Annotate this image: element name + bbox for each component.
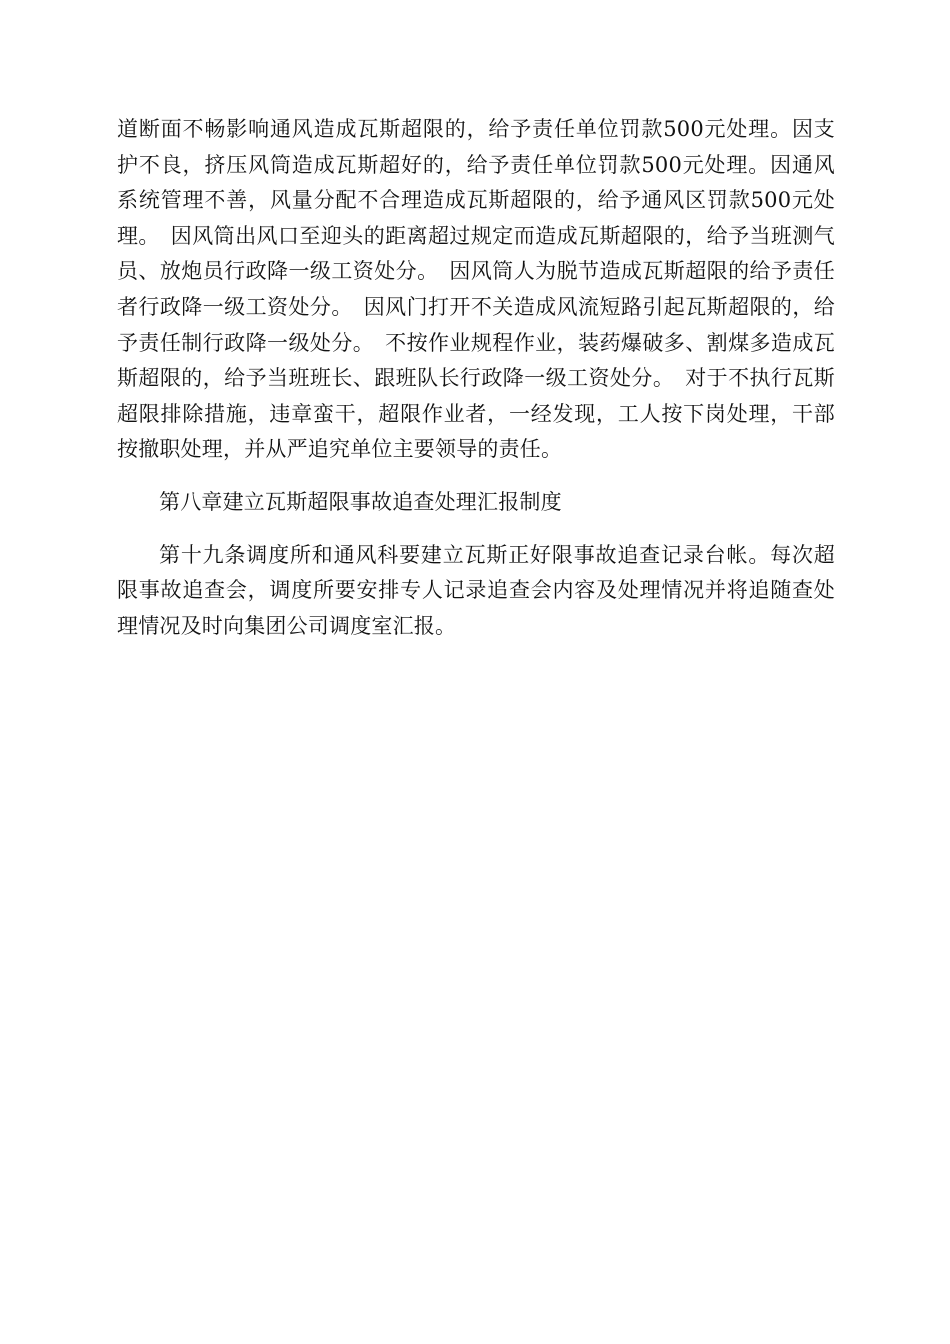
- paragraph-penalties: 道断面不畅影响通风造成瓦斯超限的，给予责任单位罚款500元处理。因支护不良，挤压风筒造成瓦斯超好的，给予责任单位罚款500元处理。因通风系统管理不善，风量分配不合理造成瓦斯超限的，给予通风区罚款500元处理。 因风筒出风口至迎头的距离超过规定而造成瓦斯超限的，给予当班测气员、放炮员行政降一级工资处分。 因风筒人为脱节造成瓦斯超限的给予责任者行政降一级工资处分。 因风门打开不关造成风流短路引起瓦斯超限的，给予责任制行政降一级处分。 不按作业规程作业，装药爆破多、割煤多造成瓦斯超限的，给予当班班长、跟班队长行政降一级工资处分。 对于不执行瓦斯超限排除措施，违章蛮干，超限作业者，一经发现，工人按下岗处理，干部按撤职处理，并从严追究单位主要领导的责任。: [117, 117, 835, 462]
- paragraph-article-19: 第十九条调度所和通风科要建立瓦斯正好限事故追查记录台帐。每次超限事故追查会，调度所要安排专人记录追查会内容及处理情况并将追随查处理情况及时向集团公司调度室汇报。: [117, 542, 835, 638]
- chapter-heading: 第八章建立瓦斯超限事故追查处理汇报制度: [159, 489, 562, 514]
- document-body: [117, 112, 835, 644]
